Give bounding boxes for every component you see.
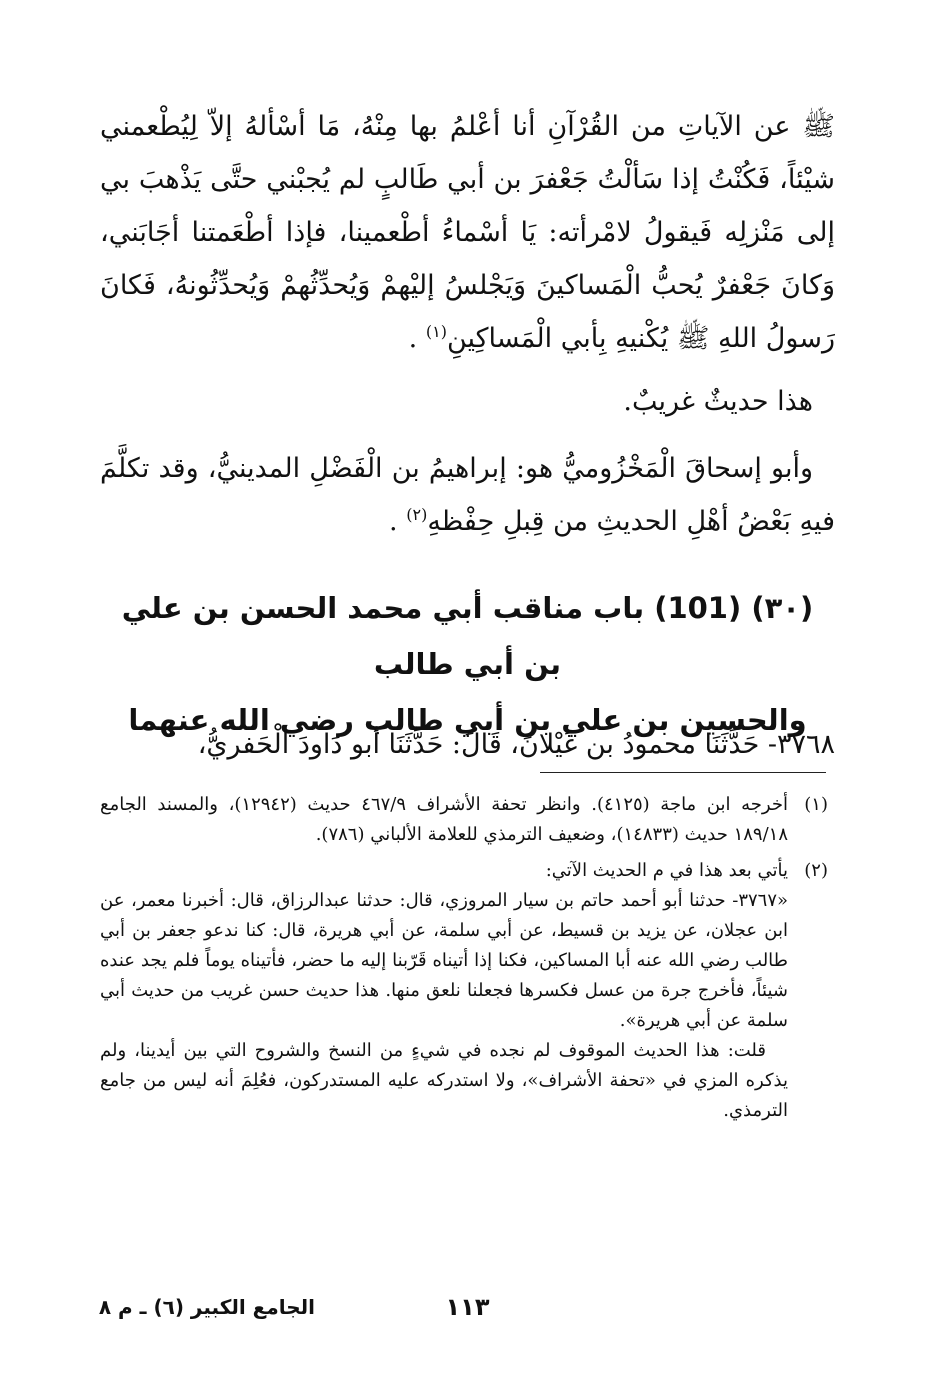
footnote <box>100 856 828 1126</box>
footnote-text: يأتي بعد هذا في م الحديث الآتي: <box>545 860 788 881</box>
chapter-heading-line-1: (٣٠) (101) باب مناقب أبي محمد الحسن بن علي بن أبي طالب <box>121 591 814 681</box>
main-text <box>100 100 835 548</box>
footnote-ref-1: (١) <box>425 322 447 341</box>
paragraph-end: . <box>408 323 426 354</box>
footnote-number: (١) <box>804 794 828 815</box>
page-number: ١١٣ <box>445 1293 490 1321</box>
footnote-body <box>100 790 788 850</box>
footnote-comment: قلت: هذا الحديث الموقوف لم نجده في شيءٍ من النسخ والشروح التي بين أيدينا، ولم يذكره المزي في «تحفة الأشراف»، ولا استدركه عليه المستدركون، فعُلِمَ أنه ليس من جامع الترمذي. <box>100 1040 788 1121</box>
volume-reference: الجامع الكبير (٦) ـ م ٨ <box>98 1295 315 1319</box>
grading-statement: هذا حديثٌ غريبٌ. <box>623 386 813 417</box>
footnote-divider <box>540 772 826 773</box>
paragraph-narrator-note <box>100 442 835 548</box>
footnote-ref-2: (٢) <box>406 505 428 524</box>
footnote-text: أخرجه ابن ماجة (٤١٢٥). وانظر تحفة الأشراف ٤٦٧/٩ حديث (١٢٩٤٢)، والمسند الجامع ١٨٩/١٨ حديث (١٤٨٣٣)، وضعيف الترمذي للعلامة الألباني (٧٨٦). <box>100 794 788 845</box>
paragraph-hadith-text <box>100 100 835 365</box>
hadith-chain-start: ٣٧٦٨- حَدَّثَنَا محمودُ بن غَيْلانَ، قَالَ: حَدَّثَنَا أبو دَاودَ الْحَفريُّ، <box>197 729 835 760</box>
paragraph-end: . <box>389 506 407 537</box>
page-footer <box>100 1295 835 1335</box>
hadith-text: ﷺ عن الآياتِ من القُرْآنِ أنا أعْلمُ بها مِنْهُ، مَا أسْألهُ إلاّ لِيُطْعمني شيْئاً، فَكُنْتُ إذا سَألْتُ جَعْفرَ بن أبي طَالبٍ لم يُجبْني حتَّى يَذْهبَ بي إلى مَنْزلِه فَيقولُ لامْرأته: يَا أسْماءُ أطْعمينا، فإذا أطْعَمتنا أجَابَني، وَكانَ جَعْفرٌ يُحبُّ الْمَساكينَ وَيَجْلسُ إليْهمْ وَيُحدِّثُهمْ وَيُحدِّثُونهُ، فَكانَ رَسولُ اللهِ ﷺ يُكْنيهِ بِأبي الْمَساكِينِ <box>100 111 835 354</box>
footnote-number: (٢) <box>804 860 828 881</box>
footnotes <box>100 790 828 1126</box>
narrator-note: وأبو إسحاقَ الْمَخْزُوميُّ هو: إبراهيمُ بن الْفَضْلِ المدينيُّ، وقد تكلَّمَ فيهِ بَعْضُ أهْلِ الحديثِ من قِبلِ حِفْظهِ <box>100 453 835 537</box>
footnote-quote: «٣٧٦٧- حدثنا أبو أحمد حاتم بن سيار المروزي، قال: حدثنا عبدالرزاق، قال: أخبرنا معمر، عن ابن عجلان، عن يزيد بن قسيط، عن أبي سلمة، عن أبي هريرة، قال: كنا ندعو جعفر بن أبي طالب رضي الله عنه أبا المساكين، فكنا إذا أتيناه قَرّبنا إليه ما حضر، فأتيناه يوماً فلم يجد عنده شيئاً، فأخرج جرة من عسل فكسرها فجعلنا نلعق منها. هذا حديث حسن غريب من حديث أبي سلمة عن أبي هريرة». <box>100 890 788 1031</box>
footnote <box>100 790 828 850</box>
chapter-heading-line-2: والحسين بن علي بن أبي طالب رضي الله عنهما <box>128 703 807 737</box>
footnote-body <box>100 856 788 1126</box>
